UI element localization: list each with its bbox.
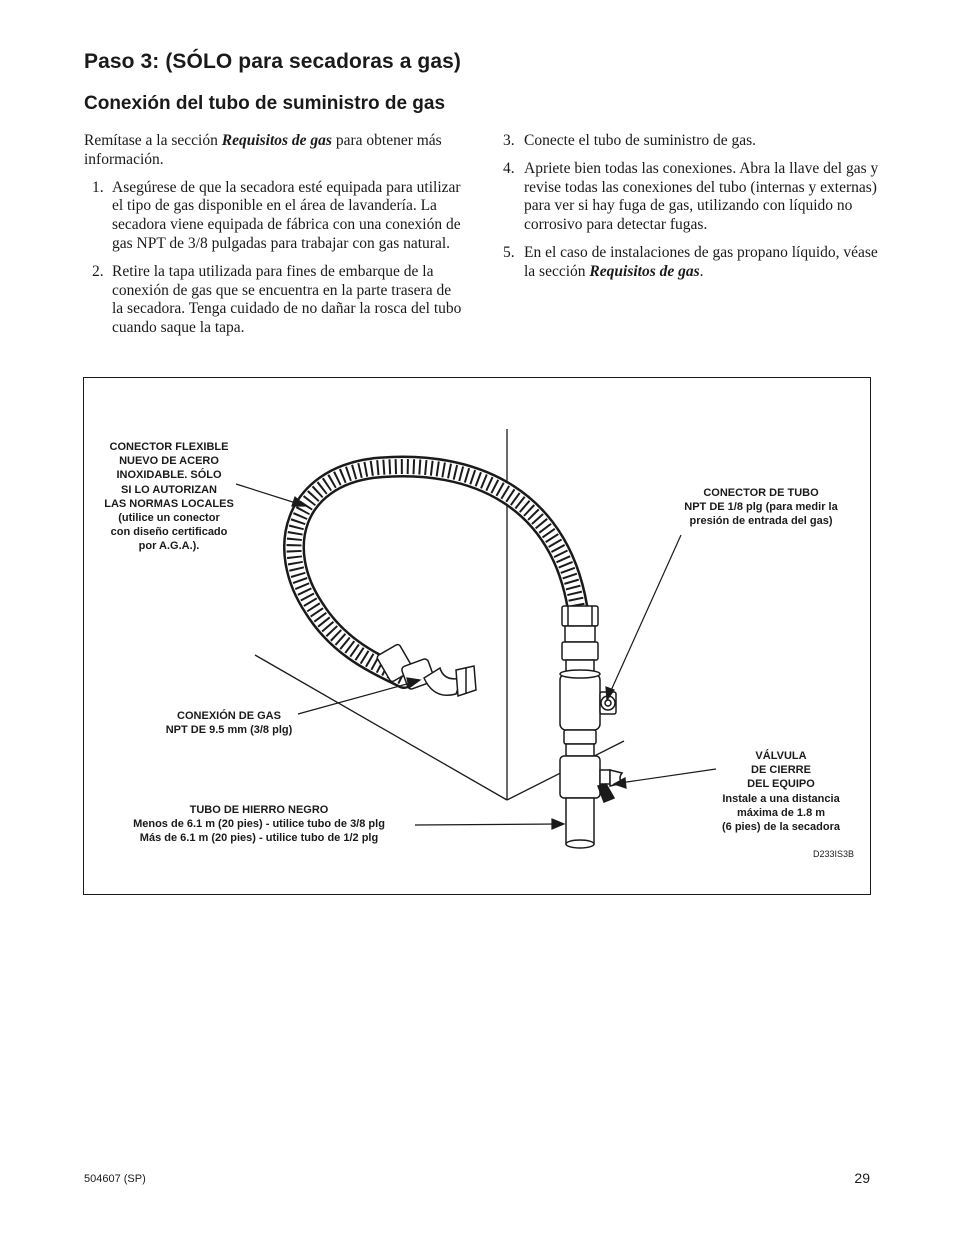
step-4: 4. Apriete bien todas las conexiones. Abra la llave del gas y revise todas las conexiones del tubo (internas y externas) para ver si hay fuga de gas, utilizando con líquido no corrosivo para detectar fugas. xyxy=(503,159,879,234)
intro-paragraph: Remítase a la sección Requisitos de gas para obtener más información. xyxy=(84,132,442,168)
gas-connection-label: CONEXIÓN DE GAS NPT DE 9.5 mm (3/8 plg) xyxy=(165,710,293,737)
step-3: 3. Conecte el tubo de suministro de gas. xyxy=(503,132,757,149)
page-number: 29 xyxy=(854,1170,870,1186)
supply-pipe-assembly xyxy=(560,606,622,848)
section-heading: Conexión del tubo de suministro de gas xyxy=(84,93,446,114)
page-heading: Paso 3: (SÓLO para secadoras a gas) xyxy=(84,50,461,73)
text-column-left xyxy=(84,132,464,347)
gas-connection-figure xyxy=(83,377,871,895)
step-5: 5. En el caso de instalaciones de gas propano líquido, véase la sección Requisitos de gas. xyxy=(503,243,878,280)
flexible-connector-hose xyxy=(294,467,579,678)
flexible-connector-label: CONECTOR FLEXIBLE NUEVO DE ACERO INOXIDABLE. SÓLO SI LO AUTORIZAN LAS NORMAS LOCALES (utilice un conector con diseño certificado por A.G.A.). xyxy=(104,441,234,553)
pipe-plug-label: CONECTOR DE TUBO NPT DE 1/8 plg (para medir la presión de entrada del gas) xyxy=(684,487,838,528)
leader-arrows xyxy=(236,484,716,829)
step-2: 2. Retire la tapa utilizada para fines de embarque de la conexión de gas que se encuentra en la parte trasera de la secadora. Tenga cuidado de no dañar la rosca del tubo cuando saque la tapa. xyxy=(92,262,462,337)
black-iron-pipe-label: TUBO DE HIERRO NEGRO Menos de 6.1 m (20 pies) - utilice tubo de 3/8 plg Más de 6.1 m (20 pies) - utilice tubo de 1/2 plg xyxy=(133,804,385,845)
document-number: 504607 (SP) xyxy=(84,1173,146,1185)
figure-code: D233IS3B xyxy=(813,849,855,859)
step-1: 1. Asegúrese de que la secadora esté equipada para utilizar el tipo de gas disponible en el área de lavandería. La secadora viene equipada de fábrica con una conexión de gas NPT de 3/8 pulgadas para trabajar con gas natural. xyxy=(92,178,461,252)
text-column-right xyxy=(503,132,883,291)
shutoff-valve-label: VÁLVULA DE CIERRE DEL EQUIPO Instale a una distancia máxima de 1.8 m (6 pies) de la secadora xyxy=(722,750,840,834)
step-5-reference: Requisitos de gas xyxy=(589,262,700,280)
intro-reference: Requisitos de gas xyxy=(221,132,332,149)
